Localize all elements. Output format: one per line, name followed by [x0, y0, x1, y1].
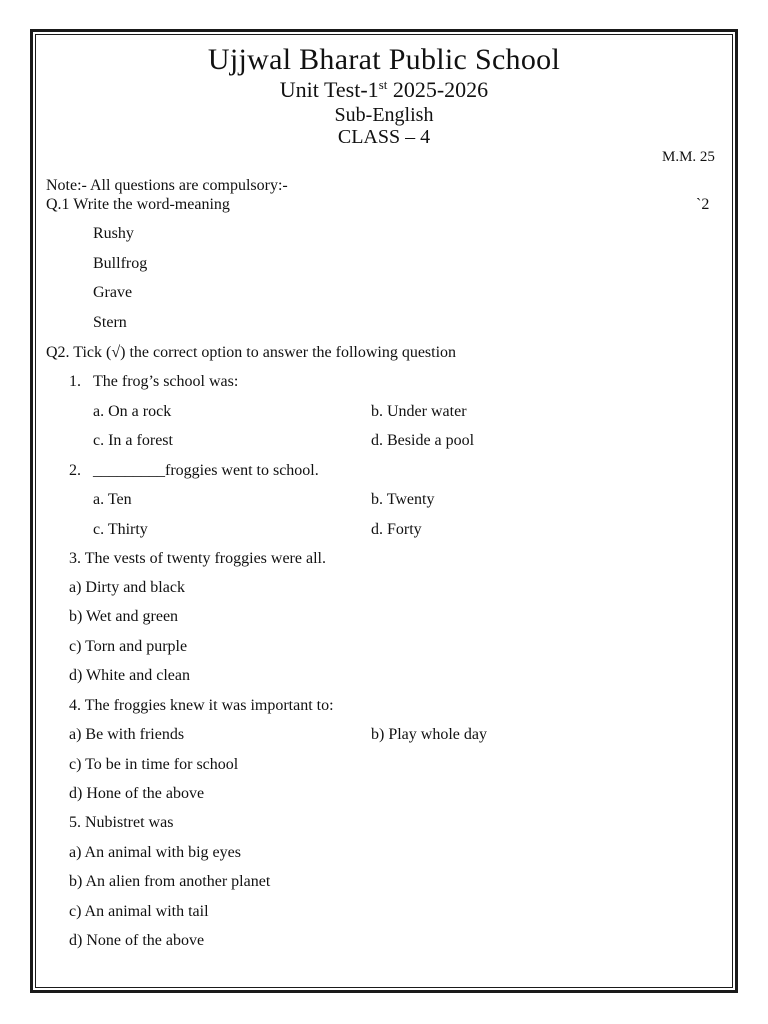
- question-number: 2.: [69, 462, 81, 479]
- option: c) An animal with tail: [69, 903, 209, 920]
- q2-title: Q2. Tick (√) the correct option to answer the following question: [46, 344, 457, 361]
- option: d) None of the above: [69, 932, 205, 949]
- option: c. In a forest: [93, 432, 173, 449]
- option: b) Play whole day: [371, 726, 487, 743]
- option: c) To be in time for school: [69, 756, 239, 773]
- option: b) Wet and green: [69, 608, 179, 625]
- q1-marks: `2: [696, 196, 710, 213]
- test-superscript: st: [378, 77, 388, 92]
- question-text: The frog’s school was:: [93, 373, 239, 390]
- option: d) Hone of the above: [69, 785, 205, 802]
- subject-line: Sub-English: [334, 104, 434, 126]
- test-title: [0, 77, 768, 103]
- option: a. On a rock: [93, 403, 172, 420]
- question-text: 3. The vests of twenty froggies were all.: [69, 550, 326, 567]
- q1-title: Q.1 Write the word-meaning: [46, 196, 230, 213]
- q1-word: Rushy: [93, 225, 134, 242]
- school-name: Ujjwal Bharat Public School: [207, 43, 561, 76]
- option: c) Torn and purple: [69, 638, 188, 655]
- q1-word: Bullfrog: [93, 255, 148, 272]
- question-text: 4. The froggies knew it was important to:: [69, 697, 334, 714]
- option: d. Beside a pool: [371, 432, 475, 449]
- question-number: 1.: [69, 373, 81, 390]
- note-line: Note:- All questions are compulsory:-: [46, 177, 288, 194]
- class-line: CLASS – 4: [337, 126, 431, 148]
- question-text: _________froggies went to school.: [93, 462, 319, 479]
- option: a) Dirty and black: [69, 579, 185, 596]
- test-year: 2025-2026: [387, 77, 489, 102]
- option: b) An alien from another planet: [69, 873, 271, 890]
- option: a) An animal with big eyes: [69, 844, 241, 861]
- max-marks: M.M. 25: [662, 149, 715, 165]
- test-prefix: Unit Test-1: [279, 77, 379, 102]
- option: a. Ten: [93, 491, 132, 508]
- q1-word: Stern: [93, 314, 127, 331]
- option: d) White and clean: [69, 667, 190, 684]
- option: a) Be with friends: [69, 726, 185, 743]
- option: c. Thirty: [93, 521, 148, 538]
- option: d. Forty: [371, 521, 422, 538]
- option: b. Under water: [371, 403, 467, 420]
- question-text: 5. Nubistret was: [69, 814, 174, 831]
- q1-word: Grave: [93, 284, 133, 301]
- option: b. Twenty: [371, 491, 435, 508]
